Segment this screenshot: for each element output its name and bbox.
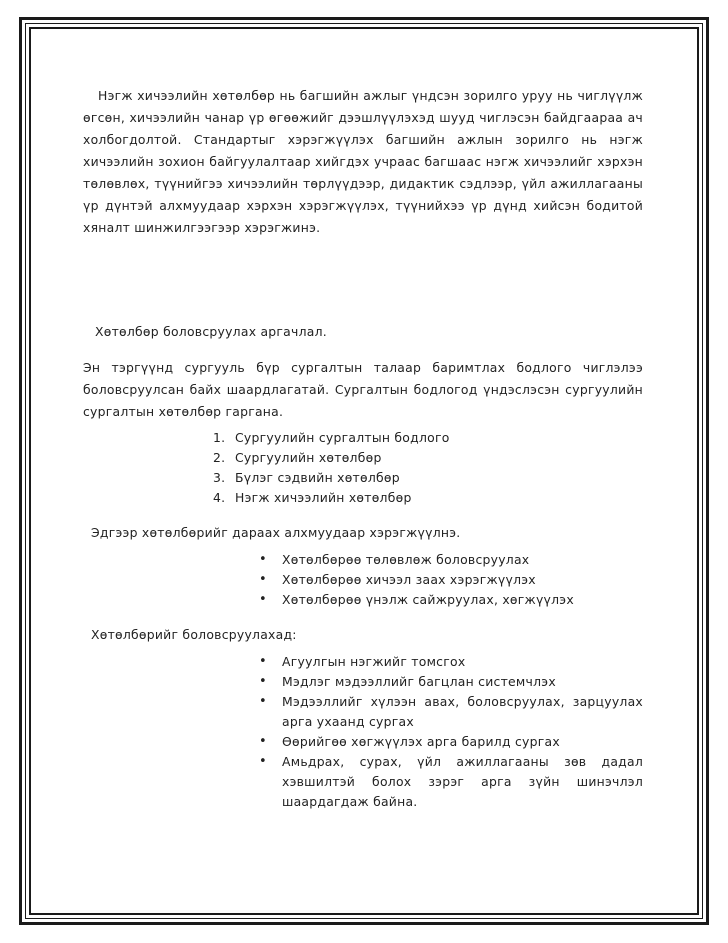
list-item	[83, 488, 643, 508]
list-item	[83, 468, 643, 488]
steps-bullet-list	[83, 550, 643, 610]
bullet-icon: •	[259, 674, 267, 689]
list-item	[83, 692, 643, 732]
development-intro: Хөтөлбөрийг боловсруулахад:	[91, 627, 297, 642]
list-item-text: Сургуулийн хөтөлбөр	[235, 450, 382, 465]
list-item	[83, 732, 643, 752]
list-number: 1.	[213, 430, 226, 445]
steps-intro: Эдгээр хөтөлбөрийг дараах алхмуудаар хэрэгжүүлнэ.	[91, 525, 461, 540]
list-number: 3.	[213, 470, 226, 485]
list-item-text: Хөтөлбөрөө хичээл заах хэрэгжүүлэх	[282, 572, 536, 587]
list-item	[83, 672, 643, 692]
list-item-text: Амьдрах, сурах, үйл ажиллагааны зөв дадал хэвшилтэй болох зэрэг арга зүйн шинэчлэл шаардагдаж байна.	[282, 754, 643, 809]
list-item	[83, 752, 643, 812]
bullet-icon: •	[259, 592, 267, 607]
bullet-icon: •	[259, 572, 267, 587]
bullet-icon: •	[259, 754, 267, 769]
list-item-text: Агуулгын нэгжийг томсгох	[282, 654, 466, 669]
list-number: 2.	[213, 450, 226, 465]
list-item	[83, 652, 643, 672]
numbered-list	[83, 428, 643, 508]
list-item-text: Өөрийгөө хөгжүүлэх арга барилд сургах	[282, 734, 560, 749]
list-item-text: Бүлэг сэдвийн хөтөлбөр	[235, 470, 400, 485]
document-body	[83, 85, 643, 812]
list-number: 4.	[213, 490, 226, 505]
development-bullet-list	[83, 652, 643, 812]
list-item	[83, 448, 643, 468]
intro-paragraph: Нэгж хичээлийн хөтөлбөр нь багшийн ажлыг үндсэн зорилго уруу нь чиглүүлж өгсөн, хичээлийн чанар үр өгөөжийг дээшлүүлэхэд шууд чиглэсэн байдгаараа ач холбогдолтой. Стандартыг хэрэгжүүлэх багшийн ажлын зорилго нь нэгж хичээлийн зохион байгуулалтаар хийгдэх учраас багшаас нэгж хичээлийг хэрхэн төлөвлөх, түүнийгээ хичээлийн төрлүүдээр, дидактик сэдлээр, үйл ажиллагааны үр дүнтэй алхмуудаар хэрхэн хэрэгжүүлэх, түүнийхээ үр дүнд хийсэн бодитой хяналт шинжилгээгээр хэрэгжинэ.	[83, 88, 643, 235]
policy-paragraph: Эн тэргүүнд сургууль бүр сургалтын талаар баримтлах бодлого чиглэлээ боловсруулсан байх шаардлагатай. Сургалтын бодлогод үндэслэсэн сургуулийн сургалтын хөтөлбөр гаргана.	[83, 360, 643, 419]
list-item-text: Мэдээллийг хүлээн авах, боловсруулах, зарцуулах арга ухаанд сургах	[282, 694, 643, 729]
bullet-icon: •	[259, 694, 267, 709]
list-item-text: Сургуулийн сургалтын бодлого	[235, 430, 450, 445]
list-item-text: Мэдлэг мэдээллийг багцлан системчлэх	[282, 674, 556, 689]
list-item-text: Хөтөлбөрөө үнэлж сайжруулах, хөгжүүлэх	[282, 592, 574, 607]
list-item	[83, 590, 643, 610]
bullet-icon: •	[259, 734, 267, 749]
bullet-icon: •	[259, 654, 267, 669]
list-item	[83, 550, 643, 570]
list-item	[83, 428, 643, 448]
list-item	[83, 570, 643, 590]
section-heading: Хөтөлбөр боловсруулах аргачлал.	[95, 324, 327, 339]
list-item-text: Хөтөлбөрөө төлөвлөж боловсруулах	[282, 552, 530, 567]
list-item-text: Нэгж хичээлийн хөтөлбөр	[235, 490, 412, 505]
bullet-icon: •	[259, 552, 267, 567]
